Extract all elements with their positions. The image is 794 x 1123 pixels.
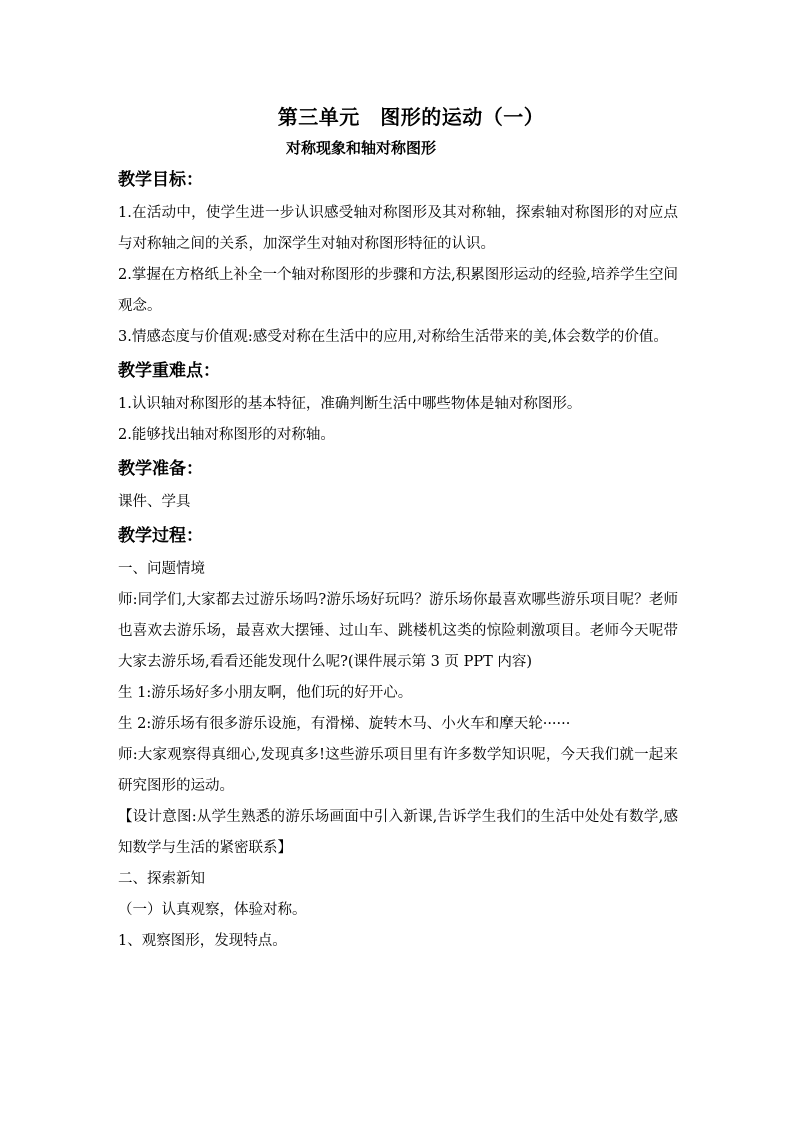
section-heading-preparation: 教学准备： [118,459,203,479]
document-subtitle: 对称现象和轴对称图形 [286,139,437,157]
part1-title: 一、问题情境 [118,561,205,577]
student-dialogue: 生 2:游乐场有很多游乐设施，有滑梯、旋转木马、小火车和摩天轮······ [118,716,571,732]
document-page [118,100,678,957]
goal-item: 2.掌握在方格纸上补全一个轴对称图形的步骤和方法,积累图形运动的经验,培养学生空间观念。 [118,267,678,314]
design-intent: 【设计意图:从学生熟悉的游乐场画面中引入新课,告诉学生我们的生活中处处有数学,感知数学与生活的紧密联系】 [118,809,678,856]
subsection-title: （一）认真观察，体验对称。 [118,902,307,918]
teacher-dialogue: 师:同学们,大家都去过游乐场吗?游乐场好玩吗？游乐场你最喜欢哪些游乐项目呢？老师也喜欢去游乐场，最喜欢大摆锤、过山车、跳楼机这类的惊险刺激项目。老师今天呢带大家去游乐场,看看还能发现什么呢?(课件展示第 3 页 PPT 内容) [118,592,678,670]
goal-item: 3.情感态度与价值观:感受对称在生活中的应用,对称给生活带来的美,体会数学的价值。 [118,329,668,345]
section-heading-goals: 教学目标： [118,170,203,190]
teacher-dialogue: 师:大家观察得真细心,发现真多!这些游乐项目里有许多数学知识呢，今天我们就一起来研究图形的运动。 [118,747,678,794]
document-title: 第三单元 图形的运动（一） [277,105,545,129]
subsection-title: 1、观察图形，发现特点。 [118,933,287,949]
goal-item: 1.在活动中，使学生进一步认识感受轴对称图形及其对称轴，探索轴对称图形的对应点与对称轴之间的关系，加深学生对轴对称图形特征的认识。 [118,205,678,252]
section-heading-key-points: 教学重难点： [118,361,220,381]
part2-title: 二、探索新知 [118,871,205,887]
section-heading-process: 教学过程： [118,526,203,546]
key-point-item: 1.认识轴对称图形的基本特征，准确判断生活中哪些物体是轴对称图形。 [118,396,582,412]
student-dialogue: 生 1:游乐场好多小朋友啊，他们玩的好开心。 [118,685,413,701]
key-point-item: 2.能够找出轴对称图形的对称轴。 [118,427,335,443]
preparation-text: 课件、学具 [118,494,191,510]
